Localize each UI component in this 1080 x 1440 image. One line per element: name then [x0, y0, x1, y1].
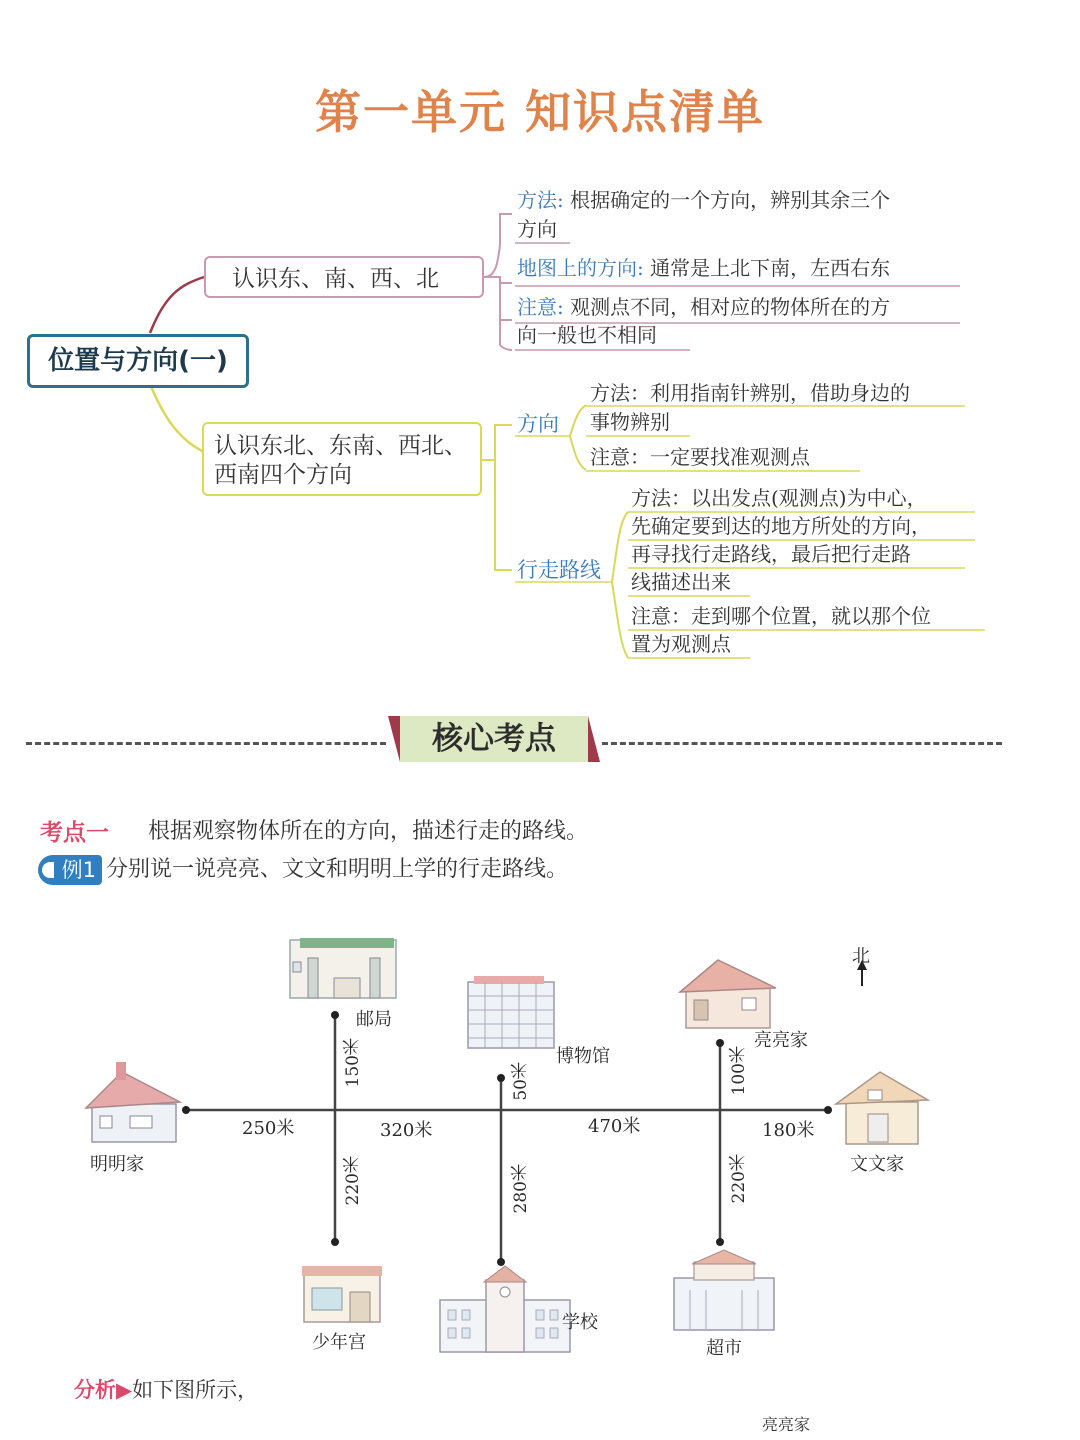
direction-leaf-method-1: 方法：利用指南针辨别，借助身边的: [590, 381, 910, 405]
map-distance-280: 280米: [511, 1164, 531, 1214]
map-place-post-office: 邮局: [356, 1009, 392, 1030]
map-place-school: 学校: [562, 1312, 598, 1333]
map-place-liangliang: 亮亮家: [754, 1030, 808, 1051]
leaf-key: 方法:: [517, 188, 564, 212]
wenwen-house-icon: [836, 1072, 928, 1144]
branch1-leaf-note-cont: 向一般也不相同: [517, 323, 657, 347]
sub-branch-direction: 方向: [517, 412, 559, 436]
route-leaf-method-2: 先确定要到达的地方所处的方向，: [631, 514, 931, 538]
leaf-text: 根据确定的一个方向，辨别其余三个: [570, 188, 891, 212]
mindmap-root: 位置与方向(一): [27, 334, 249, 388]
direction-leaf-method-2: 事物辨别: [590, 410, 670, 434]
liangliang-house-icon: [680, 960, 776, 1028]
map-distance-50: 50米: [511, 1062, 531, 1101]
branch2-label-line2: 西南四个方向: [214, 462, 352, 488]
leaf-key: 注意:: [517, 295, 564, 319]
leaf-text: 通常是上北下南，左西右东: [650, 256, 891, 280]
kaodian-text: 根据观察物体所在的方向，描述行走的路线。: [148, 819, 589, 844]
map-distance-320: 320米: [380, 1120, 433, 1141]
kaodian-label: 考点一: [40, 820, 109, 846]
example-badge: 例1: [38, 855, 102, 885]
example-text: 分别说一说亮亮、文文和明明上学的行走路线。: [106, 857, 569, 882]
sub-branch-route: 行走路线: [517, 558, 601, 582]
cutoff-label: 亮亮家: [762, 1415, 811, 1434]
map-distance-250: 250米: [242, 1118, 295, 1139]
example-badge-dot: [42, 862, 54, 878]
section-divider-right: [602, 742, 1002, 745]
map-distance-100: 100米: [729, 1046, 749, 1096]
analysis-line: [74, 1374, 258, 1404]
branch1-leaf-note: [517, 293, 890, 322]
route-leaf-method-1: 方法：以出发点(观测点)为中心，: [631, 486, 927, 510]
museum-icon: [468, 976, 554, 1048]
section-flag-right: [588, 716, 600, 762]
route-leaf-note-2: 置为观测点: [631, 632, 731, 656]
page-title: 第一单元 知识点清单: [314, 85, 765, 139]
triangle-icon: ▶: [116, 1378, 133, 1402]
map-place-youth-palace: 少年宫: [312, 1332, 366, 1353]
route-leaf-method-4: 线描述出来: [631, 570, 731, 594]
youth-palace-icon: [302, 1266, 382, 1322]
section-divider-left: [26, 742, 386, 745]
post-office-icon: [290, 938, 396, 998]
direction-leaf-note: 注意：一定要找准观测点: [590, 445, 810, 469]
map-north-label: 北: [852, 946, 870, 967]
map-distance-220-right: 220米: [729, 1154, 749, 1204]
map-distance-220-left: 220米: [343, 1156, 363, 1206]
map-distance-470: 470米: [588, 1116, 641, 1137]
map-place-mingming: 明明家: [90, 1154, 144, 1175]
route-leaf-note-1: 注意：走到哪个位置，就以那个位: [631, 604, 931, 628]
section-title: 核心考点: [400, 716, 588, 762]
mingming-house-icon: [86, 1062, 180, 1142]
branch1-leaf-map-direction: [517, 254, 890, 283]
section-flag-left: [388, 716, 400, 762]
supermarket-icon: [674, 1250, 774, 1330]
map-place-wenwen: 文文家: [850, 1154, 904, 1175]
map-place-museum: 博物馆: [556, 1046, 610, 1067]
leaf-key: 地图上的方向:: [517, 256, 644, 280]
branch1-leaf-method: [517, 186, 890, 215]
branch2-label-line1: 认识东北、东南、西北、: [214, 433, 467, 459]
mindmap-branch-2: [202, 422, 482, 496]
school-icon: [440, 1266, 570, 1352]
branch1-leaf-method-cont: 方向: [517, 217, 557, 241]
map-distance-150: 150米: [343, 1038, 363, 1088]
mindmap-branch-1: 认识东、南、西、北: [204, 256, 484, 298]
map-place-supermarket: 超市: [706, 1338, 742, 1359]
route-map: [0, 900, 1080, 1380]
analysis-label: 分析: [74, 1378, 116, 1402]
analysis-text: 如下图所示，: [132, 1378, 259, 1402]
map-distance-180: 180米: [762, 1120, 815, 1141]
route-leaf-method-3: 再寻找行走路线，最后把行走路: [631, 542, 911, 566]
leaf-text: 观测点不同，相对应的物体所在的方: [570, 295, 891, 319]
